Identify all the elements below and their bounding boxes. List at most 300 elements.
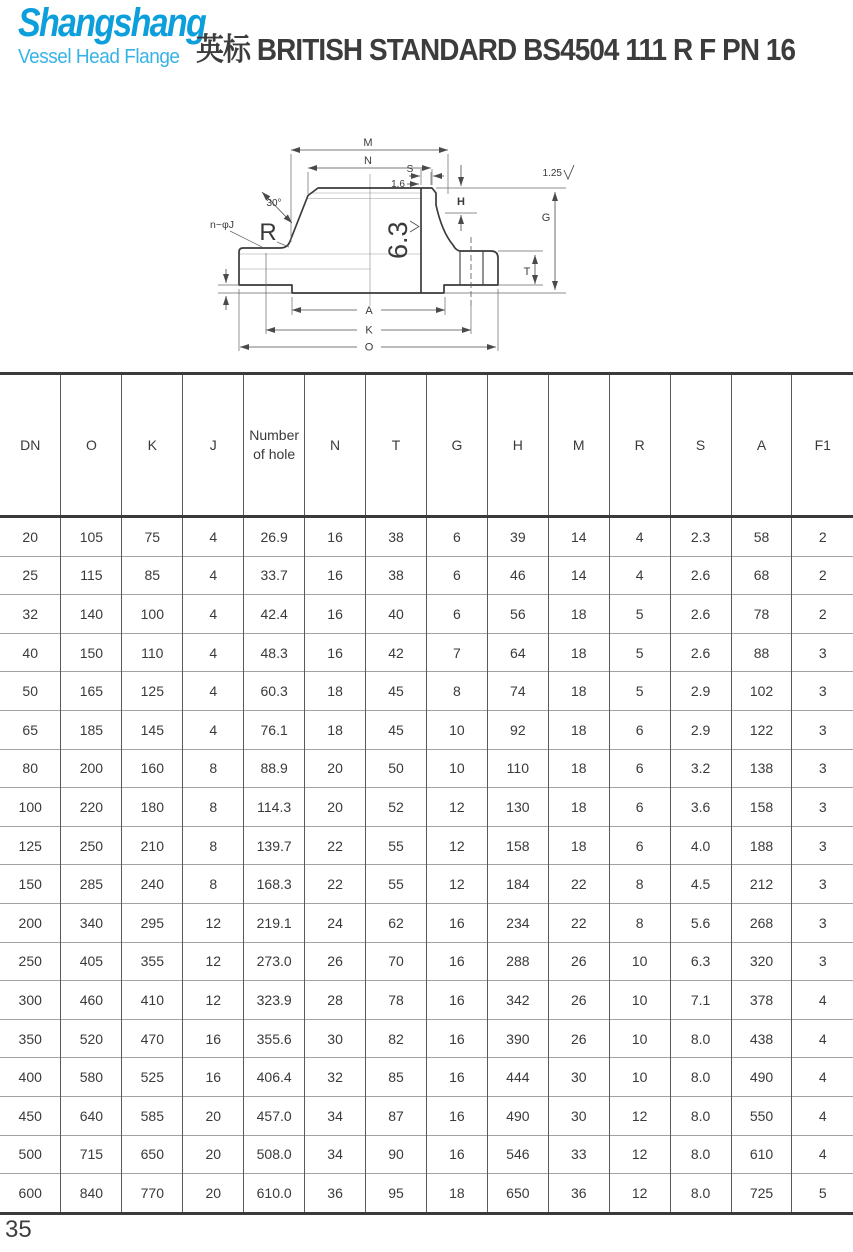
table-cell: 184: [487, 865, 548, 904]
column-header: N: [305, 374, 366, 517]
table-cell: 100: [122, 595, 183, 634]
table-cell: 28: [305, 981, 366, 1020]
table-cell: 8: [183, 749, 244, 788]
table-cell: 610.0: [244, 1174, 305, 1214]
table-cell: 26: [305, 942, 366, 981]
table-cell: 12: [426, 826, 487, 865]
table-cell: 60.3: [244, 672, 305, 711]
table-cell: 550: [731, 1096, 792, 1135]
table-row: [0, 1174, 853, 1214]
table-cell: 20: [183, 1135, 244, 1174]
table-cell: 770: [122, 1174, 183, 1214]
table-cell: 8.0: [670, 1058, 731, 1097]
table-cell: 460: [61, 981, 122, 1020]
table-cell: 212: [731, 865, 792, 904]
column-header: S: [670, 374, 731, 517]
page-number: 35: [5, 1216, 32, 1243]
table-cell: 55: [366, 826, 427, 865]
table-cell: 10: [609, 1058, 670, 1097]
table-cell: 6: [426, 556, 487, 595]
table-row: [0, 710, 853, 749]
table-cell: 3: [792, 672, 853, 711]
table-cell: 20: [183, 1096, 244, 1135]
table-cell: 16: [305, 556, 366, 595]
table-cell: 6: [426, 517, 487, 557]
table-cell: 56: [487, 595, 548, 634]
table-cell: 12: [183, 903, 244, 942]
table-cell: 8.0: [670, 1174, 731, 1214]
table-cell: 52: [366, 788, 427, 827]
table-cell: 12: [609, 1174, 670, 1214]
table-cell: 125: [122, 672, 183, 711]
table-cell: 55: [366, 865, 427, 904]
table-cell: 295: [122, 903, 183, 942]
table-cell: 16: [305, 633, 366, 672]
table-cell: 400: [0, 1058, 61, 1097]
table-cell: 6.3: [670, 942, 731, 981]
column-header: O: [61, 374, 122, 517]
column-header: DN: [0, 374, 61, 517]
table-row: [0, 672, 853, 711]
table-cell: 20: [183, 1174, 244, 1214]
table-cell: 840: [61, 1174, 122, 1214]
dim-label-o: O: [364, 341, 374, 354]
table-cell: 33.7: [244, 556, 305, 595]
table-cell: 64: [487, 633, 548, 672]
table-cell: 88.9: [244, 749, 305, 788]
table-cell: 75: [122, 517, 183, 557]
table-cell: 18: [548, 749, 609, 788]
table-cell: 390: [487, 1019, 548, 1058]
table-cell: 185: [61, 710, 122, 749]
table-cell: 2.9: [670, 672, 731, 711]
table-row: [0, 749, 853, 788]
table-cell: 200: [61, 749, 122, 788]
table-header-row: [0, 374, 853, 517]
flange-dimensions-table: [0, 372, 853, 1215]
table-cell: 18: [305, 672, 366, 711]
table-cell: 139.7: [244, 826, 305, 865]
table-row: [0, 1019, 853, 1058]
brand-name: Shangshang: [18, 1, 206, 45]
table-cell: 38: [366, 517, 427, 557]
table-cell: 490: [731, 1058, 792, 1097]
dim-label-m: M: [363, 137, 373, 149]
table-cell: 2.9: [670, 710, 731, 749]
table-cell: 16: [426, 903, 487, 942]
table-cell: 4: [609, 556, 670, 595]
table-cell: 36: [305, 1174, 366, 1214]
table-cell: 158: [487, 826, 548, 865]
dim-label-roughness: 6.3: [383, 221, 413, 259]
table-cell: 138: [731, 749, 792, 788]
table-row: [0, 942, 853, 981]
table-cell: 6: [609, 749, 670, 788]
table-cell: 20: [0, 517, 61, 557]
table-cell: 92: [487, 710, 548, 749]
table-row: [0, 788, 853, 827]
table-cell: 2: [792, 595, 853, 634]
table-cell: 39: [487, 517, 548, 557]
table-cell: 4: [183, 595, 244, 634]
table-cell: 234: [487, 903, 548, 942]
table-cell: 405: [61, 942, 122, 981]
dim-label-s: S: [406, 164, 414, 175]
table-cell: 62: [366, 903, 427, 942]
table-cell: 26: [548, 942, 609, 981]
table-cell: 8: [609, 903, 670, 942]
table-cell: 38: [366, 556, 427, 595]
table-cell: 14: [548, 517, 609, 557]
table-cell: 8: [426, 672, 487, 711]
table-cell: 22: [548, 865, 609, 904]
table-cell: 5: [609, 672, 670, 711]
table-cell: 18: [305, 710, 366, 749]
table-cell: 650: [487, 1174, 548, 1214]
table-cell: 18: [426, 1174, 487, 1214]
table-cell: 58: [731, 517, 792, 557]
table-row: [0, 1096, 853, 1135]
dim-label-h: H: [457, 196, 465, 208]
table-cell: 250: [0, 942, 61, 981]
table-cell: 470: [122, 1019, 183, 1058]
table-cell: 40: [366, 595, 427, 634]
table-cell: 3: [792, 710, 853, 749]
table-cell: 6: [426, 595, 487, 634]
table-row: [0, 595, 853, 634]
table-row: [0, 826, 853, 865]
dim-label-bolt-holes: n~φJ: [210, 219, 235, 231]
table-cell: 22: [548, 903, 609, 942]
table-cell: 122: [731, 710, 792, 749]
company-logo: [18, 1, 206, 69]
table-cell: 320: [731, 942, 792, 981]
table-cell: 508.0: [244, 1135, 305, 1174]
table-cell: 26: [548, 1019, 609, 1058]
table-header: [0, 374, 853, 517]
column-header: G: [426, 374, 487, 517]
table-cell: 6: [609, 710, 670, 749]
table-cell: 42.4: [244, 595, 305, 634]
table-cell: 5: [609, 633, 670, 672]
table-cell: 45: [366, 710, 427, 749]
table-cell: 12: [426, 865, 487, 904]
table-cell: 16: [426, 1096, 487, 1135]
table-cell: 3.6: [670, 788, 731, 827]
column-header: F1: [792, 374, 853, 517]
table-cell: 90: [366, 1135, 427, 1174]
table-cell: 250: [61, 826, 122, 865]
table-cell: 32: [305, 1058, 366, 1097]
table-cell: 8.0: [670, 1135, 731, 1174]
table-cell: 273.0: [244, 942, 305, 981]
table-cell: 16: [426, 1019, 487, 1058]
table-cell: 3: [792, 633, 853, 672]
table-cell: 4: [183, 517, 244, 557]
table-cell: 4: [792, 1058, 853, 1097]
brand-tagline: Vessel Head Flange: [18, 46, 180, 68]
table-cell: 457.0: [244, 1096, 305, 1135]
surface-finish-check-icon: [564, 165, 574, 179]
table-cell: 340: [61, 903, 122, 942]
table-cell: 580: [61, 1058, 122, 1097]
table-cell: 26: [548, 981, 609, 1020]
table-cell: 323.9: [244, 981, 305, 1020]
table-cell: 82: [366, 1019, 427, 1058]
table-cell: 8: [183, 788, 244, 827]
table-cell: 20: [305, 749, 366, 788]
table-cell: 546: [487, 1135, 548, 1174]
column-header: T: [366, 374, 427, 517]
table-cell: 22: [305, 826, 366, 865]
flange-technical-drawing: [198, 118, 660, 370]
table-cell: 18: [548, 826, 609, 865]
table-cell: 8.0: [670, 1019, 731, 1058]
table-cell: 3: [792, 788, 853, 827]
table-cell: 8: [183, 865, 244, 904]
table-cell: 16: [426, 981, 487, 1020]
table-cell: 640: [61, 1096, 122, 1135]
table-cell: 76.1: [244, 710, 305, 749]
table-cell: 16: [426, 942, 487, 981]
table-cell: 88: [731, 633, 792, 672]
column-header: K: [122, 374, 183, 517]
table-cell: 3: [792, 942, 853, 981]
table-cell: 102: [731, 672, 792, 711]
table-cell: 18: [548, 633, 609, 672]
table-cell: 145: [122, 710, 183, 749]
table-cell: 378: [731, 981, 792, 1020]
table-cell: 16: [183, 1058, 244, 1097]
dim-label-face-finish: 1.6: [391, 179, 405, 190]
table-cell: 114.3: [244, 788, 305, 827]
table-cell: 8.0: [670, 1096, 731, 1135]
page-title: 英标 BRITISH STANDARD BS4504 111 R F PN 16: [196, 32, 796, 67]
table-cell: 8: [609, 865, 670, 904]
table-cell: 188: [731, 826, 792, 865]
table-cell: 350: [0, 1019, 61, 1058]
table-cell: 74: [487, 672, 548, 711]
table-cell: 14: [548, 556, 609, 595]
table-cell: 600: [0, 1174, 61, 1214]
table-cell: 130: [487, 788, 548, 827]
table-cell: 406.4: [244, 1058, 305, 1097]
table-cell: 168.3: [244, 865, 305, 904]
table-cell: 34: [305, 1096, 366, 1135]
table-cell: 10: [426, 710, 487, 749]
table-cell: 18: [548, 710, 609, 749]
table-row: [0, 556, 853, 595]
table-cell: 268: [731, 903, 792, 942]
table-cell: 16: [305, 517, 366, 557]
table-cell: 10: [609, 942, 670, 981]
table-cell: 48.3: [244, 633, 305, 672]
table-cell: 68: [731, 556, 792, 595]
table-cell: 24: [305, 903, 366, 942]
column-header: J: [183, 374, 244, 517]
dim-label-radius: R: [259, 219, 277, 246]
dim-label-top-finish: 1.25: [542, 168, 562, 179]
table-cell: 4: [183, 672, 244, 711]
table-cell: 18: [548, 788, 609, 827]
table-cell: 70: [366, 942, 427, 981]
table-cell: 4: [183, 710, 244, 749]
table-cell: 50: [366, 749, 427, 788]
table-cell: 10: [609, 1019, 670, 1058]
table-cell: 240: [122, 865, 183, 904]
table-cell: 16: [426, 1058, 487, 1097]
table-cell: 36: [548, 1174, 609, 1214]
table-cell: 150: [0, 865, 61, 904]
dim-label-a: A: [365, 305, 373, 317]
table-cell: 288: [487, 942, 548, 981]
table-cell: 12: [183, 942, 244, 981]
table-row: [0, 981, 853, 1020]
table-cell: 450: [0, 1096, 61, 1135]
table-cell: 4: [792, 1019, 853, 1058]
table-cell: 650: [122, 1135, 183, 1174]
table-cell: 525: [122, 1058, 183, 1097]
table-cell: 12: [609, 1096, 670, 1135]
table-cell: 10: [426, 749, 487, 788]
table-cell: 80: [0, 749, 61, 788]
table-cell: 3: [792, 903, 853, 942]
table-cell: 220: [61, 788, 122, 827]
table-cell: 18: [548, 595, 609, 634]
table-cell: 200: [0, 903, 61, 942]
table-cell: 715: [61, 1135, 122, 1174]
table-cell: 2.3: [670, 517, 731, 557]
table-cell: 8: [183, 826, 244, 865]
table-cell: 7.1: [670, 981, 731, 1020]
table-cell: 2.6: [670, 633, 731, 672]
table-cell: 30: [548, 1058, 609, 1097]
table-cell: 165: [61, 672, 122, 711]
table-cell: 45: [366, 672, 427, 711]
table-cell: 22: [305, 865, 366, 904]
table-cell: 16: [426, 1135, 487, 1174]
table-cell: 3: [792, 826, 853, 865]
table-cell: 87: [366, 1096, 427, 1135]
table-cell: 5: [609, 595, 670, 634]
table-cell: 42: [366, 633, 427, 672]
table-cell: 4: [183, 633, 244, 672]
table-cell: 444: [487, 1058, 548, 1097]
table-row: [0, 1058, 853, 1097]
table-cell: 610: [731, 1135, 792, 1174]
table-cell: 438: [731, 1019, 792, 1058]
table-cell: 490: [487, 1096, 548, 1135]
table-row: [0, 903, 853, 942]
table-cell: 26.9: [244, 517, 305, 557]
table-cell: 4: [792, 981, 853, 1020]
table-cell: 140: [61, 595, 122, 634]
table-cell: 285: [61, 865, 122, 904]
table-cell: 25: [0, 556, 61, 595]
table-cell: 300: [0, 981, 61, 1020]
dim-label-angle: 30°: [266, 198, 282, 209]
table-cell: 500: [0, 1135, 61, 1174]
table-cell: 4: [792, 1135, 853, 1174]
table-cell: 2.6: [670, 556, 731, 595]
table-cell: 40: [0, 633, 61, 672]
table-cell: 520: [61, 1019, 122, 1058]
table-cell: 85: [122, 556, 183, 595]
table-cell: 78: [731, 595, 792, 634]
table-cell: 4: [183, 556, 244, 595]
table-cell: 6: [609, 788, 670, 827]
table-cell: 2: [792, 517, 853, 557]
table-cell: 95: [366, 1174, 427, 1214]
table-cell: 6: [609, 826, 670, 865]
table-cell: 585: [122, 1096, 183, 1135]
table-cell: 342: [487, 981, 548, 1020]
table-cell: 18: [548, 672, 609, 711]
table-cell: 12: [183, 981, 244, 1020]
table-row: [0, 517, 853, 557]
column-header: A: [731, 374, 792, 517]
bolt-section-lines: [460, 251, 483, 285]
table-cell: 105: [61, 517, 122, 557]
table-cell: 12: [609, 1135, 670, 1174]
table-cell: 180: [122, 788, 183, 827]
table-cell: 160: [122, 749, 183, 788]
dim-label-n: N: [364, 155, 372, 167]
table-cell: 30: [548, 1096, 609, 1135]
column-header: H: [487, 374, 548, 517]
table-cell: 125: [0, 826, 61, 865]
table-cell: 12: [426, 788, 487, 827]
table-cell: 210: [122, 826, 183, 865]
table-cell: 78: [366, 981, 427, 1020]
column-header: R: [609, 374, 670, 517]
table-cell: 150: [61, 633, 122, 672]
dim-label-k: K: [365, 324, 373, 337]
table-cell: 158: [731, 788, 792, 827]
table-cell: 20: [305, 788, 366, 827]
table-cell: 219.1: [244, 903, 305, 942]
table-cell: 110: [122, 633, 183, 672]
table-row: [0, 633, 853, 672]
table-cell: 7: [426, 633, 487, 672]
table-cell: 4.0: [670, 826, 731, 865]
flange-table-body: [0, 517, 853, 1214]
table-cell: 355: [122, 942, 183, 981]
table-cell: 32: [0, 595, 61, 634]
table-cell: 30: [305, 1019, 366, 1058]
table-cell: 65: [0, 710, 61, 749]
table-cell: 5.6: [670, 903, 731, 942]
table-cell: 4: [792, 1096, 853, 1135]
table-row: [0, 1135, 853, 1174]
table-cell: 3: [792, 865, 853, 904]
table-cell: 3.2: [670, 749, 731, 788]
table-cell: 46: [487, 556, 548, 595]
table-cell: 4: [609, 517, 670, 557]
table-cell: 5: [792, 1174, 853, 1214]
table-cell: 115: [61, 556, 122, 595]
table-cell: 50: [0, 672, 61, 711]
table-cell: 725: [731, 1174, 792, 1214]
dim-label-g: G: [541, 212, 551, 224]
table-row: [0, 865, 853, 904]
table-cell: 10: [609, 981, 670, 1020]
table-cell: 16: [183, 1019, 244, 1058]
table-cell: 100: [0, 788, 61, 827]
table-cell: 2: [792, 556, 853, 595]
table-cell: 355.6: [244, 1019, 305, 1058]
table-cell: 3: [792, 749, 853, 788]
